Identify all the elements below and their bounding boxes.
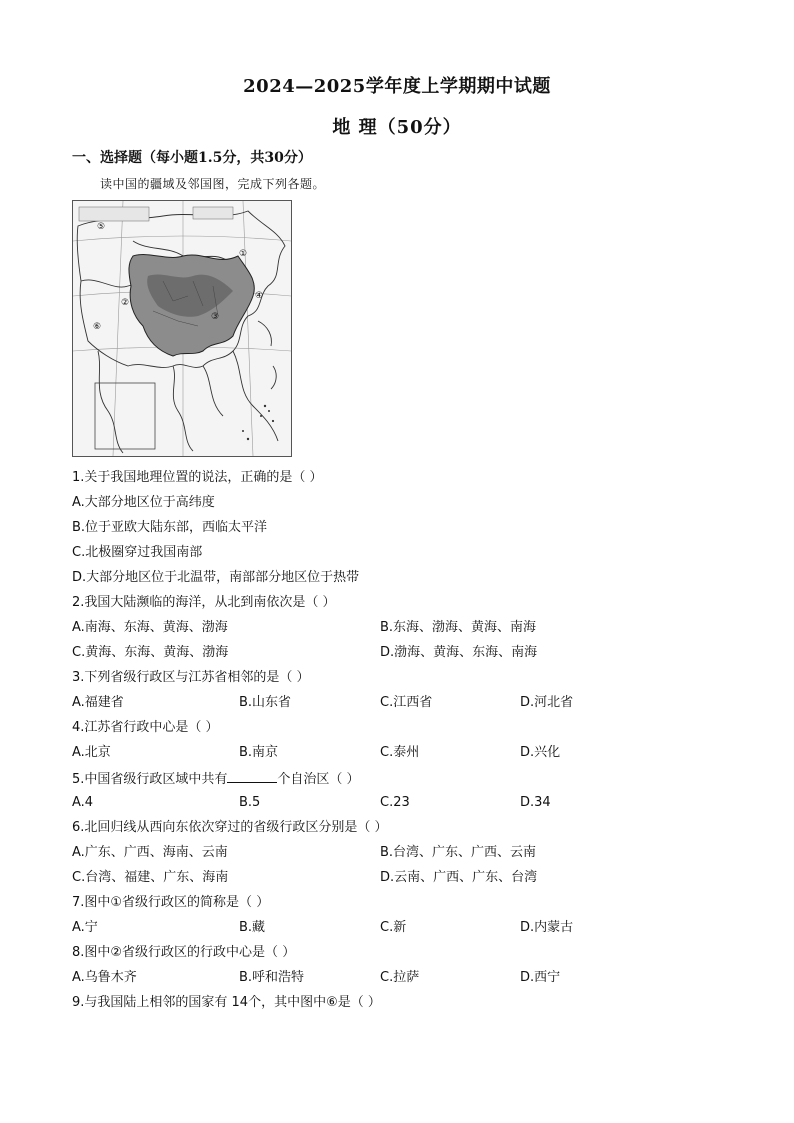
- question-1-option-a[interactable]: A.大部分地区位于高纬度: [72, 495, 215, 510]
- question-5-stem: [72, 770, 360, 788]
- question-3-option-d[interactable]: D.河北省: [520, 695, 574, 710]
- question-5-option-a[interactable]: A.4: [72, 795, 94, 810]
- map-marker-6: ⑥: [93, 322, 102, 332]
- question-7-option-c[interactable]: C.新: [380, 920, 407, 935]
- question-1-option-d[interactable]: D.大部分地区位于北温带，南部部分地区位于热带: [72, 570, 360, 585]
- map-graphic: [73, 201, 291, 456]
- question-5-option-d[interactable]: D.34: [520, 795, 551, 810]
- question-8-option-d[interactable]: D.西宁: [520, 970, 561, 985]
- question-2-option-b[interactable]: B.东海、渤海、黄海、南海: [380, 620, 537, 635]
- map-marker-1: ①: [239, 249, 248, 259]
- question-2-option-a[interactable]: A.南海、东海、黄海、渤海: [72, 620, 228, 635]
- question-7-option-d[interactable]: D.内蒙古: [520, 920, 574, 935]
- question-8-stem: 8.图中②省级行政区的行政中心是（ ）: [72, 945, 296, 960]
- question-5-stem-before: 5.中国省级行政区域中共有: [72, 772, 228, 787]
- question-4-stem: 4.江苏省行政中心是（ ）: [72, 720, 219, 735]
- question-6-option-c[interactable]: C.台湾、福建、广东、海南: [72, 870, 229, 885]
- map-marker-2: ②: [121, 298, 130, 308]
- section-instruction: 读中国的疆域及邻国图，完成下列各题。: [100, 177, 326, 191]
- question-9-stem: 9.与我国陆上相邻的国家有 14个，其中图中⑥是（ ）: [72, 995, 381, 1010]
- exam-title: 2024—2025学年度上学期期中试题: [243, 76, 551, 97]
- question-1-option-b[interactable]: B.位于亚欧大陆东部，西临太平洋: [72, 520, 268, 535]
- map-marker-3: ③: [211, 312, 220, 322]
- question-5-option-c[interactable]: C.23: [380, 795, 410, 810]
- question-2-option-d[interactable]: D.渤海、黄海、东海、南海: [380, 645, 538, 660]
- question-8-option-a[interactable]: A.乌鲁木齐: [72, 970, 137, 985]
- question-1-stem: 1.关于我国地理位置的说法，正确的是（ ）: [72, 470, 323, 485]
- question-8-option-c[interactable]: C.拉萨: [380, 970, 420, 985]
- question-3-stem: 3.下列省级行政区与江苏省相邻的是（ ）: [72, 670, 310, 685]
- question-6-option-a[interactable]: A.广东、广西、海南、云南: [72, 845, 228, 860]
- question-6-option-b[interactable]: B.台湾、广东、广西、云南: [380, 845, 537, 860]
- question-7-option-b[interactable]: B.藏: [239, 920, 266, 935]
- question-7-option-a[interactable]: A.宁: [72, 920, 98, 935]
- question-3-option-a[interactable]: A.福建省: [72, 695, 124, 710]
- exam-subtitle: 地 理（50分）: [332, 117, 462, 138]
- question-3-option-b[interactable]: B.山东省: [239, 695, 292, 710]
- question-6-stem: 6.北回归线从西向东依次穿过的省级行政区分别是（ ）: [72, 820, 388, 835]
- map-marker-4: ④: [255, 291, 264, 301]
- question-1-option-c[interactable]: C.北极圈穿过我国南部: [72, 545, 203, 560]
- question-6-option-d[interactable]: D.云南、广西、广东、台湾: [380, 870, 538, 885]
- question-2-option-c[interactable]: C.黄海、东海、黄海、渤海: [72, 645, 229, 660]
- map-marker-5: ⑤: [97, 222, 106, 232]
- question-5-option-b[interactable]: B.5: [239, 795, 261, 810]
- question-3-option-c[interactable]: C.江西省: [380, 695, 433, 710]
- section-heading: 一、选择题（每小题1.5分，共30分）: [72, 150, 312, 166]
- question-4-option-a[interactable]: A.北京: [72, 745, 111, 760]
- question-2-stem: 2.我国大陆濒临的海洋，从北到南依次是（ ）: [72, 595, 336, 610]
- answer-blank[interactable]: [227, 770, 277, 783]
- question-4-option-c[interactable]: C.泰州: [380, 745, 420, 760]
- question-8-option-b[interactable]: B.呼和浩特: [239, 970, 305, 985]
- question-4-option-d[interactable]: D.兴化: [520, 745, 561, 760]
- china-territory-map: [72, 200, 292, 457]
- question-7-stem: 7.图中①省级行政区的简称是（ ）: [72, 895, 270, 910]
- question-5-stem-after: 个自治区（ ）: [277, 772, 360, 787]
- question-4-option-b[interactable]: B.南京: [239, 745, 279, 760]
